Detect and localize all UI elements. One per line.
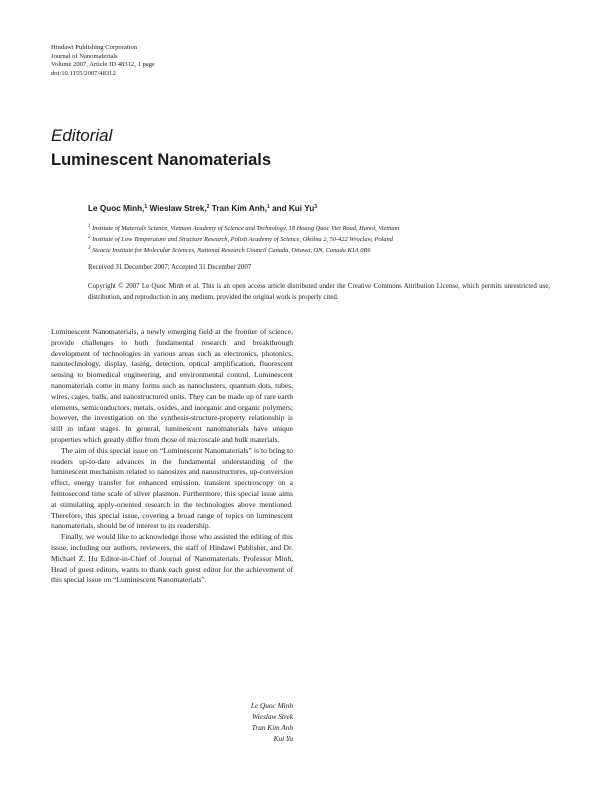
signature-name: Tran Kim Anh <box>251 723 293 732</box>
section-label: Editorial <box>51 126 113 145</box>
volume-line: Volume 2007, Article ID 48312, 1 page <box>51 61 155 69</box>
publisher-line: Hindawi Publishing Corporation <box>51 44 138 51</box>
author-list <box>88 203 317 214</box>
author-name: Le Quoc Minh, <box>88 204 145 213</box>
editor-signatures <box>180 700 293 744</box>
author-affiliation-marker: 1 <box>267 204 270 210</box>
affiliation-number: 1 <box>88 224 91 229</box>
body-paragraph: Luminescent Nanomaterials, a newly emerging field at the frontier of science, provide challenges to both fundamental research and breakthrough development of technologies in various areas such as electronics, photonics, nanotechnology, display, lasing, detection, optical amplification, fluorescent sensing to biomedical engineering, and environmental control. Luminescent nanomaterials come in many forms such as nanoclusters, quantum dots, tubes, wires, cages, balls, and nanostructured units. They can be made up of rare earth elements, semiconductors, metals, oxides, and inorganic and organic polymers; however, the investigation on the synthesis-structure-property relationship is still in infant stages. In general, luminescent nanomaterials have unique properties which greatly differ from those of microscale and bulk materials. <box>51 327 293 444</box>
author-affiliation-marker: 1 <box>144 204 148 210</box>
signature-name: Le Quoc Minh <box>250 701 293 710</box>
affiliation-item <box>88 224 399 235</box>
article-title: Luminescent Nanomaterials <box>51 151 272 169</box>
author-name: Tran Kim Anh, <box>211 204 267 213</box>
journal-line: Journal of Nanomaterials <box>51 52 118 60</box>
signature-name: Kui Yu <box>273 734 293 743</box>
body-paragraph: Finally, we would like to acknowledge those who assisted the editing of this issue, including our authors, reviewers, the staff of Hindawi Publisher, and Dr. Michael Z. Hu Editor-in-Chief of Journal of Nanomaterials. Professor Minh, Head of guest editors, wants to thank each guest editor for the achievement of this special issue on “Luminescent Nanomaterials”. <box>51 532 293 585</box>
affiliation-list <box>88 224 399 256</box>
author-affiliation-marker: 3 <box>314 204 317 210</box>
affiliation-item <box>88 235 399 246</box>
affiliation-number: 3 <box>88 245 91 251</box>
article-body <box>51 327 293 586</box>
doi-line: doi:10.1155/2007/48312 <box>51 69 116 77</box>
publication-dates: Received 31 December 2007; Accepted 31 December 2007 <box>88 264 252 271</box>
author-name: and Kui Yu <box>272 204 315 213</box>
affiliation-text: Steacie Institute for Molecular Sciences, National Research Council Canada, Ottawa, ON, Canada K1A 0R6 <box>92 246 371 254</box>
author-name: Wieslaw Strek, <box>149 204 207 213</box>
author-affiliation-marker: 2 <box>206 204 210 210</box>
affiliation-item <box>88 246 399 257</box>
affiliation-text: Institute of Low Temperature and Structure Research, Polish Academy of Science, Okólna 2, 50-422 Wroclaw, Poland <box>92 235 393 243</box>
affiliation-text: Institute of Materials Science, Vietnam Academy of Science and Technology, 18 Hoang Quoc Viet Road, Hanoi, Vietnam <box>92 225 400 232</box>
copyright-notice: Copyright © 2007 Le Quoc Minh et al. This is an open access article distributed under the Creative Commons Attribution License, which permits unrestricted use, distribution, and reproduction in any medium, provided the original work is properly cited. <box>88 283 550 301</box>
journal-header <box>51 44 155 78</box>
signature-name: Wieslaw Strek <box>252 712 293 721</box>
affiliation-number: 2 <box>88 234 91 240</box>
body-paragraph: The aim of this special issue on “Luminescent Nanomaterials” is to bring to readers up-to-date advances in the fundamental understanding of the luminescent mechanism related to nanosizes and nanostructures, up-conversion effect, energy transfer for enhanced emission, transient spectroscopy on a femtosecond time scale of silver plasmon. Furthermore, this special issue aims at stimulating apply-oriented research in the technologies above mentioned. Therefore, this special issue, covering a broad range of topics on luminescent nanomaterials, should be of interest to its readership. <box>51 445 293 531</box>
